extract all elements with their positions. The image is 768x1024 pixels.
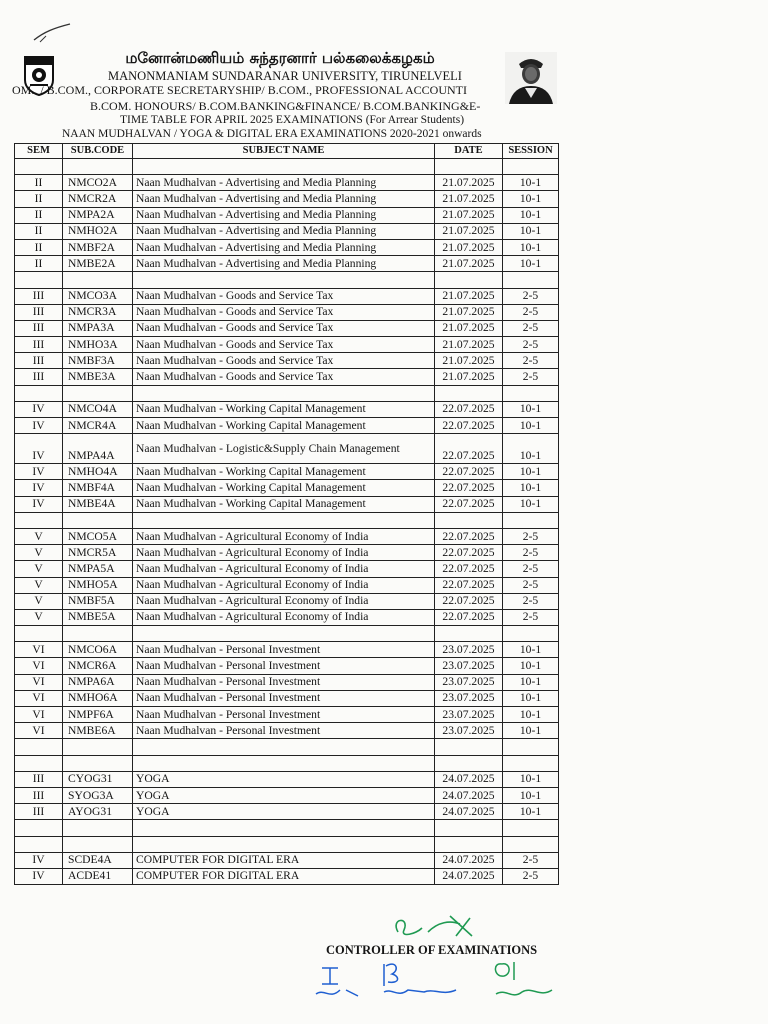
sem-cell: VI — [15, 674, 63, 690]
table-row — [15, 353, 559, 369]
sem-cell — [15, 626, 63, 642]
code-cell — [63, 626, 133, 642]
session-cell — [503, 755, 559, 771]
date-cell: 22.07.2025 — [435, 496, 503, 512]
subject-name-cell: Naan Mudhalvan - Goods and Service Tax — [133, 304, 435, 320]
date-cell: 22.07.2025 — [435, 528, 503, 544]
subject-name-cell — [133, 755, 435, 771]
table-row — [15, 434, 559, 464]
date-cell: 21.07.2025 — [435, 288, 503, 304]
date-cell — [435, 385, 503, 401]
subject-name-cell: Naan Mudhalvan - Advertising and Media Planning — [133, 239, 435, 255]
date-cell: 21.07.2025 — [435, 320, 503, 336]
date-cell: 23.07.2025 — [435, 707, 503, 723]
subject-name-cell: Naan Mudhalvan - Agricultural Economy of India — [133, 609, 435, 625]
sem-cell: III — [15, 337, 63, 353]
controller-of-examinations-label: CONTROLLER OF EXAMINATIONS — [326, 943, 538, 957]
table-row — [15, 337, 559, 353]
subject-name-cell: Naan Mudhalvan - Agricultural Economy of India — [133, 561, 435, 577]
table-row — [15, 175, 559, 191]
session-cell: 2-5 — [503, 868, 559, 884]
sem-cell: V — [15, 545, 63, 561]
sem-cell: II — [15, 239, 63, 255]
subject-name-cell: Naan Mudhalvan - Logistic&Supply Chain Management — [133, 434, 435, 464]
session-cell: 10-1 — [503, 256, 559, 272]
date-cell: 22.07.2025 — [435, 434, 503, 464]
subject-name-cell: YOGA — [133, 787, 435, 803]
subject-name-cell: Naan Mudhalvan - Working Capital Management — [133, 496, 435, 512]
date-cell: 24.07.2025 — [435, 787, 503, 803]
code-cell: NMPA2A — [63, 207, 133, 223]
table-row — [15, 868, 559, 884]
table-row — [15, 528, 559, 544]
code-cell: NMHO2A — [63, 223, 133, 239]
code-cell: AYOG31 — [63, 804, 133, 820]
sem-cell: IV — [15, 434, 63, 464]
sem-cell: III — [15, 304, 63, 320]
table-row — [15, 191, 559, 207]
date-cell — [435, 739, 503, 755]
session-cell: 2-5 — [503, 593, 559, 609]
date-cell: 22.07.2025 — [435, 401, 503, 417]
code-cell — [63, 739, 133, 755]
sem-cell: III — [15, 288, 63, 304]
session-cell: 10-1 — [503, 239, 559, 255]
table-row — [15, 256, 559, 272]
session-cell: 2-5 — [503, 353, 559, 369]
table-row — [15, 787, 559, 803]
table-row — [15, 804, 559, 820]
session-cell: 2-5 — [503, 577, 559, 593]
subject-name-cell: Naan Mudhalvan - Goods and Service Tax — [133, 288, 435, 304]
date-cell: 22.07.2025 — [435, 561, 503, 577]
header-sem: SEM — [15, 144, 63, 159]
date-cell: 24.07.2025 — [435, 868, 503, 884]
subject-name-cell — [133, 820, 435, 836]
session-cell — [503, 820, 559, 836]
session-cell — [503, 512, 559, 528]
table-row — [15, 369, 559, 385]
date-cell: 24.07.2025 — [435, 852, 503, 868]
subject-name-cell: Naan Mudhalvan - Agricultural Economy of India — [133, 593, 435, 609]
subject-name-cell — [133, 159, 435, 175]
date-cell: 22.07.2025 — [435, 545, 503, 561]
subject-name-cell: Naan Mudhalvan - Agricultural Economy of India — [133, 577, 435, 593]
code-cell: SCDE4A — [63, 852, 133, 868]
date-cell: 23.07.2025 — [435, 723, 503, 739]
code-cell: NMPA4A — [63, 434, 133, 464]
sem-cell: V — [15, 593, 63, 609]
code-cell: NMPA5A — [63, 561, 133, 577]
date-cell: 22.07.2025 — [435, 593, 503, 609]
date-cell: 21.07.2025 — [435, 369, 503, 385]
session-cell: 10-1 — [503, 464, 559, 480]
sem-cell: II — [15, 175, 63, 191]
header-sub-code: SUB.CODE — [63, 144, 133, 159]
code-cell: NMBF2A — [63, 239, 133, 255]
table-row — [15, 836, 559, 852]
session-cell: 2-5 — [503, 609, 559, 625]
subject-name-cell: Naan Mudhalvan - Working Capital Management — [133, 418, 435, 434]
subject-name-cell — [133, 272, 435, 288]
table-row — [15, 690, 559, 706]
subject-name-cell — [133, 512, 435, 528]
session-cell: 10-1 — [503, 175, 559, 191]
code-cell: NMCO4A — [63, 401, 133, 417]
date-cell — [435, 512, 503, 528]
subject-name-cell: Naan Mudhalvan - Advertising and Media Planning — [133, 207, 435, 223]
code-cell: NMCO5A — [63, 528, 133, 544]
code-cell: NMBF4A — [63, 480, 133, 496]
sem-cell: IV — [15, 496, 63, 512]
exam-scheme-title: NAAN MUDHALVAN / YOGA & DIGITAL ERA EXAMINATIONS 2020-2021 onwards — [62, 128, 482, 140]
date-cell: 21.07.2025 — [435, 353, 503, 369]
session-cell: 10-1 — [503, 434, 559, 464]
session-cell: 10-1 — [503, 723, 559, 739]
subject-name-cell: COMPUTER FOR DIGITAL ERA — [133, 868, 435, 884]
table-row — [15, 755, 559, 771]
timetable-title: TIME TABLE FOR APRIL 2025 EXAMINATIONS (For Arrear Students) — [120, 114, 465, 126]
table-row — [15, 464, 559, 480]
table-row — [15, 207, 559, 223]
table-row — [15, 304, 559, 320]
subject-name-cell: Naan Mudhalvan - Personal Investment — [133, 690, 435, 706]
session-cell: 10-1 — [503, 771, 559, 787]
session-cell — [503, 159, 559, 175]
subject-name-cell: Naan Mudhalvan - Personal Investment — [133, 707, 435, 723]
session-cell: 10-1 — [503, 658, 559, 674]
session-cell: 2-5 — [503, 852, 559, 868]
code-cell — [63, 272, 133, 288]
pen-stroke-mark — [32, 22, 72, 44]
code-cell: NMBE3A — [63, 369, 133, 385]
session-cell: 10-1 — [503, 674, 559, 690]
code-cell: CYOG31 — [63, 771, 133, 787]
table-row — [15, 577, 559, 593]
university-name-english: MANONMANIAM SUNDARANAR UNIVERSITY, TIRUNELVELI — [108, 69, 462, 83]
session-cell: 10-1 — [503, 480, 559, 496]
session-cell: 2-5 — [503, 304, 559, 320]
code-cell: NMPA3A — [63, 320, 133, 336]
sem-cell: VI — [15, 642, 63, 658]
date-cell: 21.07.2025 — [435, 256, 503, 272]
code-cell: NMCR4A — [63, 418, 133, 434]
subject-name-cell — [133, 836, 435, 852]
date-cell: 21.07.2025 — [435, 175, 503, 191]
subject-name-cell: Naan Mudhalvan - Working Capital Management — [133, 480, 435, 496]
subject-name-cell — [133, 626, 435, 642]
date-cell: 23.07.2025 — [435, 658, 503, 674]
subject-name-cell: Naan Mudhalvan - Working Capital Management — [133, 464, 435, 480]
header-session: SESSION — [503, 144, 559, 159]
subject-name-cell — [133, 739, 435, 755]
table-row — [15, 674, 559, 690]
subject-name-cell: Naan Mudhalvan - Personal Investment — [133, 674, 435, 690]
table-row — [15, 159, 559, 175]
session-cell — [503, 272, 559, 288]
subject-name-cell: Naan Mudhalvan - Goods and Service Tax — [133, 320, 435, 336]
date-cell — [435, 272, 503, 288]
session-cell: 2-5 — [503, 320, 559, 336]
date-cell: 22.07.2025 — [435, 609, 503, 625]
code-cell: NMHO6A — [63, 690, 133, 706]
sem-cell: VI — [15, 658, 63, 674]
code-cell: NMHO5A — [63, 577, 133, 593]
table-row — [15, 496, 559, 512]
sem-cell: VI — [15, 707, 63, 723]
date-cell: 22.07.2025 — [435, 480, 503, 496]
session-cell: 2-5 — [503, 528, 559, 544]
code-cell: NMBE5A — [63, 609, 133, 625]
session-cell: 10-1 — [503, 496, 559, 512]
table-row — [15, 223, 559, 239]
code-cell: NMCO3A — [63, 288, 133, 304]
subject-name-cell: Naan Mudhalvan - Advertising and Media Planning — [133, 256, 435, 272]
date-cell — [435, 836, 503, 852]
session-cell: 2-5 — [503, 545, 559, 561]
sem-cell: IV — [15, 852, 63, 868]
subject-name-cell: Naan Mudhalvan - Goods and Service Tax — [133, 353, 435, 369]
date-cell: 21.07.2025 — [435, 223, 503, 239]
sem-cell: III — [15, 320, 63, 336]
date-cell: 21.07.2025 — [435, 304, 503, 320]
subject-name-cell — [133, 385, 435, 401]
date-cell: 23.07.2025 — [435, 674, 503, 690]
sem-cell — [15, 385, 63, 401]
subject-name-cell: Naan Mudhalvan - Agricultural Economy of India — [133, 528, 435, 544]
sem-cell: II — [15, 207, 63, 223]
table-row — [15, 609, 559, 625]
session-cell: 10-1 — [503, 787, 559, 803]
code-cell: NMBF5A — [63, 593, 133, 609]
date-cell: 22.07.2025 — [435, 418, 503, 434]
table-row — [15, 723, 559, 739]
sem-cell — [15, 836, 63, 852]
date-cell — [435, 626, 503, 642]
sem-cell: III — [15, 353, 63, 369]
code-cell: NMCR5A — [63, 545, 133, 561]
table-row — [15, 401, 559, 417]
code-cell — [63, 755, 133, 771]
subject-name-cell: Naan Mudhalvan - Goods and Service Tax — [133, 369, 435, 385]
session-cell: 2-5 — [503, 288, 559, 304]
subject-name-cell: Naan Mudhalvan - Agricultural Economy of India — [133, 545, 435, 561]
table-row — [15, 739, 559, 755]
session-cell: 10-1 — [503, 223, 559, 239]
sem-cell: VI — [15, 723, 63, 739]
sem-cell: IV — [15, 464, 63, 480]
session-cell — [503, 385, 559, 401]
code-cell: NMCO2A — [63, 175, 133, 191]
code-cell: NMBE6A — [63, 723, 133, 739]
sem-cell: IV — [15, 868, 63, 884]
code-cell — [63, 820, 133, 836]
code-cell: NMPA6A — [63, 674, 133, 690]
subject-name-cell: Naan Mudhalvan - Working Capital Management — [133, 401, 435, 417]
subject-name-cell: YOGA — [133, 771, 435, 787]
table-row — [15, 272, 559, 288]
session-cell: 10-1 — [503, 418, 559, 434]
date-cell — [435, 820, 503, 836]
date-cell: 24.07.2025 — [435, 771, 503, 787]
session-cell — [503, 626, 559, 642]
table-row — [15, 480, 559, 496]
sem-cell: IV — [15, 401, 63, 417]
header-subject-name: SUBJECT NAME — [133, 144, 435, 159]
code-cell: NMCO6A — [63, 642, 133, 658]
session-cell: 10-1 — [503, 642, 559, 658]
sem-cell: II — [15, 191, 63, 207]
sem-cell: IV — [15, 480, 63, 496]
code-cell — [63, 512, 133, 528]
subject-name-cell: Naan Mudhalvan - Advertising and Media Planning — [133, 191, 435, 207]
subject-name-cell: Naan Mudhalvan - Personal Investment — [133, 723, 435, 739]
date-cell: 21.07.2025 — [435, 207, 503, 223]
sem-cell — [15, 272, 63, 288]
table-row — [15, 593, 559, 609]
code-cell — [63, 836, 133, 852]
sem-cell — [15, 820, 63, 836]
sem-cell: III — [15, 369, 63, 385]
subject-name-cell: Naan Mudhalvan - Personal Investment — [133, 642, 435, 658]
date-cell: 21.07.2025 — [435, 191, 503, 207]
subject-name-cell: Naan Mudhalvan - Advertising and Media Planning — [133, 223, 435, 239]
date-cell: 23.07.2025 — [435, 690, 503, 706]
session-cell: 2-5 — [503, 337, 559, 353]
sem-cell: IV — [15, 418, 63, 434]
programmes-line-1: OM.. / B.COM., CORPORATE SECRETARYSHIP/ B.COM., PROFESSIONAL ACCOUNTI — [12, 83, 468, 97]
session-cell: 2-5 — [503, 369, 559, 385]
table-row — [15, 561, 559, 577]
session-cell: 2-5 — [503, 561, 559, 577]
sem-cell — [15, 512, 63, 528]
session-cell: 10-1 — [503, 804, 559, 820]
table-row — [15, 320, 559, 336]
code-cell — [63, 385, 133, 401]
header-date: DATE — [435, 144, 503, 159]
sem-cell — [15, 159, 63, 175]
date-cell: 22.07.2025 — [435, 464, 503, 480]
sem-cell: II — [15, 223, 63, 239]
sem-cell — [15, 739, 63, 755]
table-row — [15, 418, 559, 434]
sem-cell: III — [15, 787, 63, 803]
university-name-tamil: மனோன்மணியம் சுந்தரனார் பல்கலைக்கழகம் — [125, 49, 435, 67]
table-row — [15, 852, 559, 868]
sem-cell — [15, 755, 63, 771]
table-header-row — [15, 144, 559, 159]
code-cell: NMCR2A — [63, 191, 133, 207]
sem-cell: V — [15, 577, 63, 593]
handwritten-signatures — [300, 910, 580, 1020]
sem-cell: III — [15, 771, 63, 787]
subject-name-cell: Naan Mudhalvan - Advertising and Media Planning — [133, 175, 435, 191]
founder-portrait — [505, 52, 557, 104]
sem-cell: V — [15, 561, 63, 577]
timetable-body — [15, 159, 559, 885]
session-cell: 10-1 — [503, 690, 559, 706]
sem-cell: III — [15, 804, 63, 820]
table-row — [15, 288, 559, 304]
table-row — [15, 512, 559, 528]
session-cell: 10-1 — [503, 207, 559, 223]
code-cell: NMBE4A — [63, 496, 133, 512]
sem-cell: II — [15, 256, 63, 272]
date-cell: 21.07.2025 — [435, 239, 503, 255]
date-cell: 24.07.2025 — [435, 804, 503, 820]
date-cell: 21.07.2025 — [435, 337, 503, 353]
session-cell — [503, 836, 559, 852]
code-cell: NMBF3A — [63, 353, 133, 369]
table-row — [15, 771, 559, 787]
table-row — [15, 658, 559, 674]
programmes-line-2: B.COM. HONOURS/ B.COM.BANKING&FINANCE/ B.COM.BANKING&E- — [90, 99, 481, 113]
date-cell — [435, 159, 503, 175]
table-row — [15, 642, 559, 658]
session-cell: 10-1 — [503, 707, 559, 723]
table-row — [15, 707, 559, 723]
code-cell: NMHO3A — [63, 337, 133, 353]
code-cell: NMPF6A — [63, 707, 133, 723]
code-cell: NMHO4A — [63, 464, 133, 480]
table-row — [15, 239, 559, 255]
table-row — [15, 545, 559, 561]
session-cell — [503, 739, 559, 755]
timetable-table — [14, 143, 559, 885]
code-cell: NMCR6A — [63, 658, 133, 674]
date-cell: 22.07.2025 — [435, 577, 503, 593]
session-cell: 10-1 — [503, 191, 559, 207]
subject-name-cell: Naan Mudhalvan - Goods and Service Tax — [133, 337, 435, 353]
subject-name-cell: Naan Mudhalvan - Personal Investment — [133, 658, 435, 674]
sem-cell: VI — [15, 690, 63, 706]
subject-name-cell: YOGA — [133, 804, 435, 820]
sem-cell: V — [15, 528, 63, 544]
code-cell: SYOG3A — [63, 787, 133, 803]
table-row — [15, 626, 559, 642]
table-row — [15, 820, 559, 836]
table-row — [15, 385, 559, 401]
code-cell: NMCR3A — [63, 304, 133, 320]
date-cell — [435, 755, 503, 771]
code-cell: NMBE2A — [63, 256, 133, 272]
code-cell: ACDE41 — [63, 868, 133, 884]
code-cell — [63, 159, 133, 175]
subject-name-cell: COMPUTER FOR DIGITAL ERA — [133, 852, 435, 868]
sem-cell: V — [15, 609, 63, 625]
session-cell: 10-1 — [503, 401, 559, 417]
date-cell: 23.07.2025 — [435, 642, 503, 658]
